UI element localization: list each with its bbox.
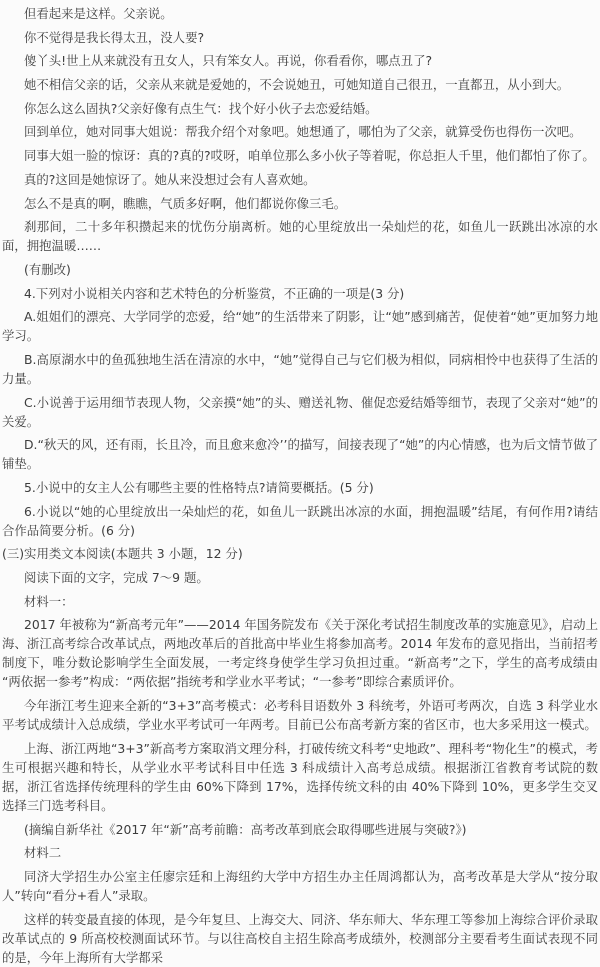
material-1-paragraph: 今年浙江考生迎来全新的“3+3”高考模式：必考科目语数外 3 科统考，外语可考两次，自选 3 科学业水平考试成绩计入总成绩，学业水平考试可一年两考。目前已公布高考新方案的省区市，也大多采用这一模式。 [2,698,598,733]
question-4-option-c: C.小说善于运用细节表现人物，父亲摸“她”的头、赠送礼物、催促恋爱结婚等细节，表现了父亲对“她”的关爱。 [2,394,598,429]
question-5: 5.小说中的女主人公有哪些主要的性格特点?请简要概括。(5 分) [24,480,374,495]
material-1-citation: (摘编自新华社《2017 年“新”高考前瞻：高考改革到底会取得哪些进展与突破?》) [24,821,467,837]
material-1-paragraph: 2017 年被称为“新高考元年”——2014 年国务院发布《关于深化考试招生制度改革的实施意见》，启动上海、浙江高考综合改革试点，两地改革后的首批高中毕业生将参加高考。2014 年发布的意见指出，当前招考制度下，唯分数论影响学生全面发展，一考定终身使学生学习负担过重。“新高考”之下，学生的高考成绩由“两依据一参考”构成：“两依据”指统考和学业水平考试；“一参考”即综合素质评价。 [2,617,598,690]
question-4-option-a: A.姐姐们的漂亮、大学同学的恋爱，给“她”的生活带来了阴影，让“她”感到痛苦，促使着“她”更加努力地学习。 [2,309,598,344]
story-paragraph: 你怎么这么固执?父亲好像有点生气：找个好小伙子去恋爱结婚。 [24,100,378,116]
material-2-paragraph: 这样的转变最直接的体现，是今年复旦、上海交大、同济、华东师大、华东理工等参加上海综合评价录取改革试点的 9 所高校校测面试环节。与以往高校自主招生除高考成绩外，校测部分主要看考生面试表现不同的是，今年上海所有大学都采 [2,911,598,965]
story-paragraph: 回到单位，她对同事大姐说：帮我介绍个对象吧。她想通了，哪怕为了父亲，就算受伤也得伤一次吧。 [24,124,582,140]
reading-instruction: 阅读下面的文字，完成 7～9 题。 [24,570,209,586]
question-4-option-b: B.高原湖水中的鱼孤独地生活在清凉的水中，“她”觉得自己与它们极为相似，同病相怜中也获得了生活的力量。 [2,351,598,386]
material-1-paragraph: 上海、浙江两地“3+3”新高考方案取消文理分科，打破传统文科考“史地政”、理科考“物化生”的模式，考生可根据兴趣和特长，从学业水平考试科目中任选 3 科成绩计入高考总成绩。根据浙江省教育考试院的数据，浙江省选择传统理科的学生由 60%下降到 17%，选择传统文科的由 40%下降到 10%，更多学生交叉选择三门选考科目。 [2,740,598,813]
edit-note: (有删改) [24,261,71,277]
question-4: 4.下列对小说相关内容和艺术特色的分析鉴赏，不正确的一项是(3 分) [24,285,405,301]
material-2-paragraph: 同济大学招生办公室主任廖宗廷和上海纽约大学中方招生办主任周鸿都认为，高考改革是大学从“按分取人”转向“看分+看人”录取。 [2,868,598,903]
material-1-label: 材料一： [24,593,74,609]
story-paragraph: 她不相信父亲的话，父亲从来就是爱她的，不会说她丑，可她知道自己很丑，一直都丑，从小到大。 [24,77,570,93]
question-6: 6.小说以“她的心里绽放出一朵灿烂的花，如鱼儿一跃跳出冰凉的水面，拥抱温暖”结尾，有何作用?请结合作品简要分析。(6 分) [2,503,598,538]
story-paragraph: 但看起来是这样。父亲说。 [24,6,173,21]
story-paragraph: 真的?这回是她惊讶了。她从来没想过会有人喜欢她。 [24,171,316,187]
story-paragraph: 怎么不是真的啊，瞧瞧，气质多好啊，他们都说你像三毛。 [24,195,347,211]
question-4-option-d: D.“秋天的风，还有雨，长且冷，而且愈来愈冷’’的描写，间接表现了“她”的内心情感，也为后文情节做了铺垫。 [2,437,598,472]
section-header: (三)实用类文本阅读(本题共 3 小题，12 分) [2,546,243,562]
story-paragraph: 你不觉得是我长得太丑，没人要? [24,29,205,45]
story-paragraph: 同事大姐一脸的惊讶：真的?真的?哎呀，咱单位那么多小伙子等着呢，你总拒人千里，他们都怕了你了。 [24,148,595,164]
story-paragraph: 傻丫头!世上从来就没有丑女人，只有笨女人。再说，你看看你，哪点丑了? [24,53,433,69]
material-2-label: 材料二 [24,845,62,861]
story-paragraph: 刹那间，二十多年积攒起来的忧伤分崩离析。她的心里绽放出一朵灿烂的花，如鱼儿一跃跳出冰凉的水面，拥抱温暖…… [2,219,598,254]
